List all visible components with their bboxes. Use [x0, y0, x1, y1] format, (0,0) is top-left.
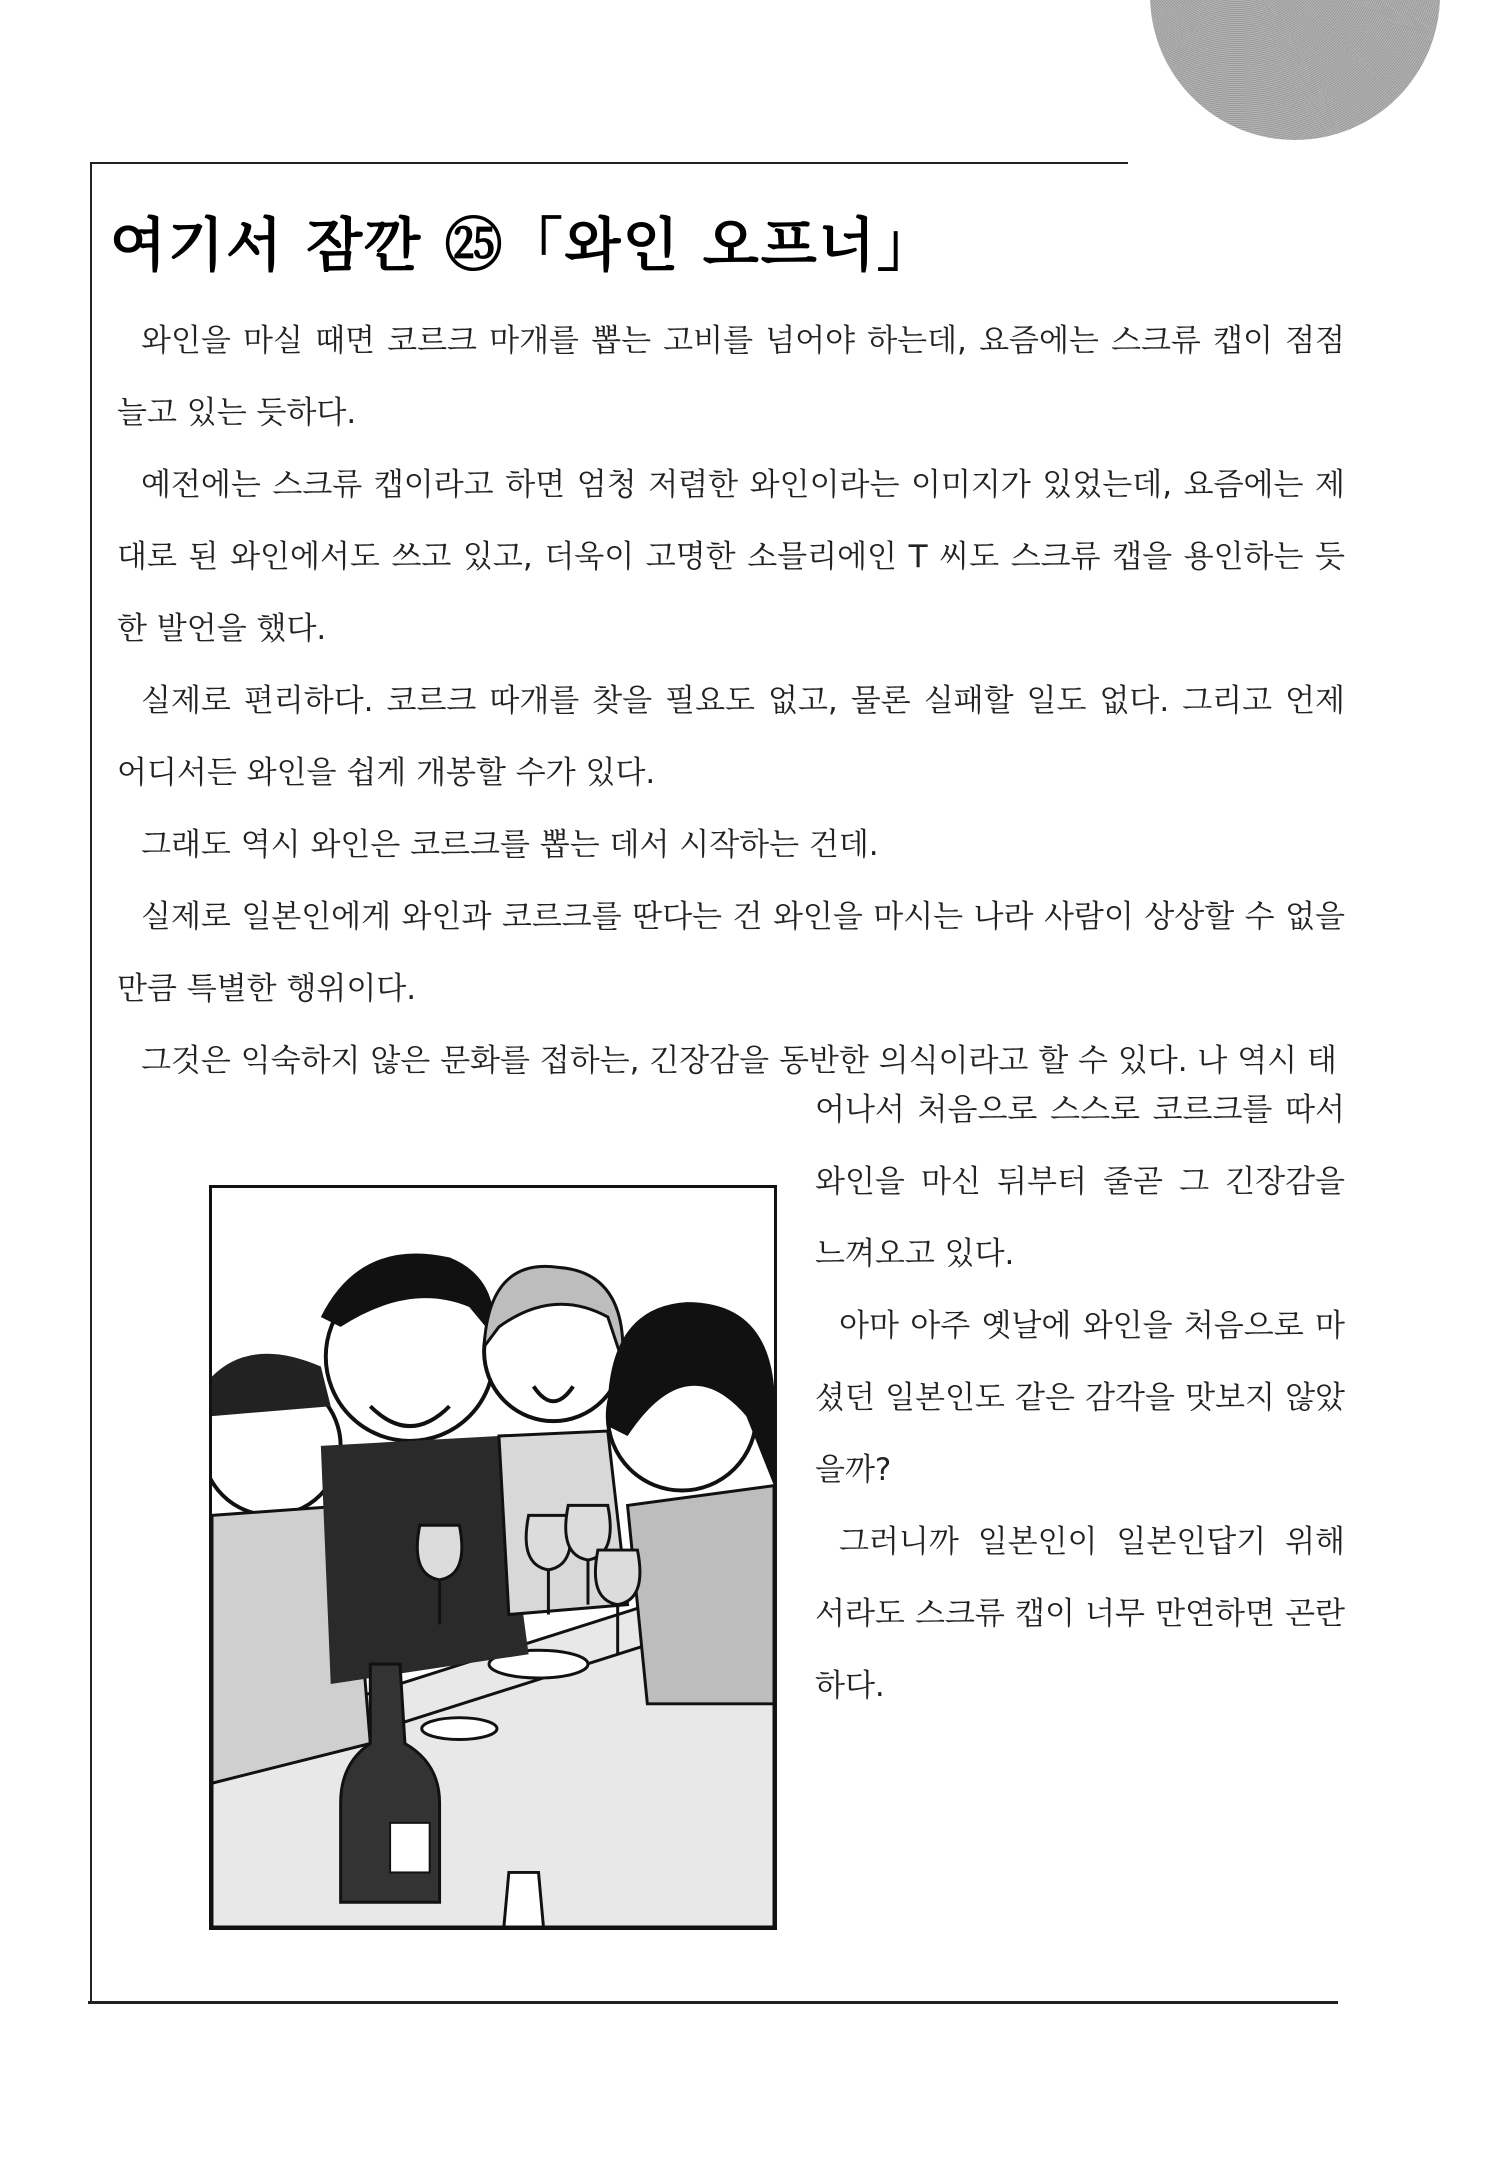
frame-top-rule [90, 162, 1128, 164]
frame-left-rule [90, 162, 92, 2002]
paragraph: 실제로 일본인에게 와인과 코르크를 딴다는 건 와인을 마시는 나라 사람이 상상할 수 없을 만큼 특별한 행위이다. [117, 899, 1345, 1007]
paragraph: 와인을 마실 때면 코르크 마개를 뽑는 고비를 넘어야 하는데, 요즘에는 스크류 캡이 점점 늘고 있는 듯하다. [117, 323, 1345, 431]
frame-bottom-rule [88, 2001, 1338, 2004]
paragraph: 예전에는 스크류 캡이라고 하면 엄청 저렴한 와인이라는 이미지가 있었는데, 요즘에는 제대로 된 와인에서도 쓰고 있고, 더욱이 고명한 소믈리에인 T 씨도 스크류 캡을 용인하는 듯한 발언을 했다. [117, 467, 1345, 647]
paragraph: 어나서 처음으로 스스로 코르크를 따서 와인을 마신 뒤부터 줄곧 그 긴장감을 느껴오고 있다. [815, 1092, 1345, 1272]
side-text [815, 1074, 1345, 1722]
paragraph: 그러니까 일본인이 일본인답기 위해서라도 스크류 캡이 너무 만연하면 곤란하다. [815, 1524, 1345, 1704]
paragraph: 그것은 익숙하지 않은 문화를 접하는, 긴장감을 동반한 의식이라고 할 수 있다. 나 역시 태 [141, 1043, 1337, 1079]
paragraph: 아마 아주 옛날에 와인을 처음으로 마셨던 일본인도 같은 감각을 맛보지 않았을까? [815, 1308, 1345, 1488]
page-title: 여기서 잠깐 ㉕「와인 오프너」 [110, 211, 937, 279]
cartoon-people-toasting-wine-icon [212, 1188, 774, 1927]
paragraph: 그래도 역시 와인은 코르크를 뽑는 데서 시작하는 건데. [141, 827, 879, 863]
page-corner-circle [1150, 0, 1440, 140]
body-text [117, 305, 1345, 1097]
illustration-panel [209, 1185, 777, 1930]
paragraph: 실제로 편리하다. 코르크 따개를 찾을 필요도 없고, 물론 실패할 일도 없다. 그리고 언제 어디서든 와인을 쉽게 개봉할 수가 있다. [117, 683, 1345, 791]
